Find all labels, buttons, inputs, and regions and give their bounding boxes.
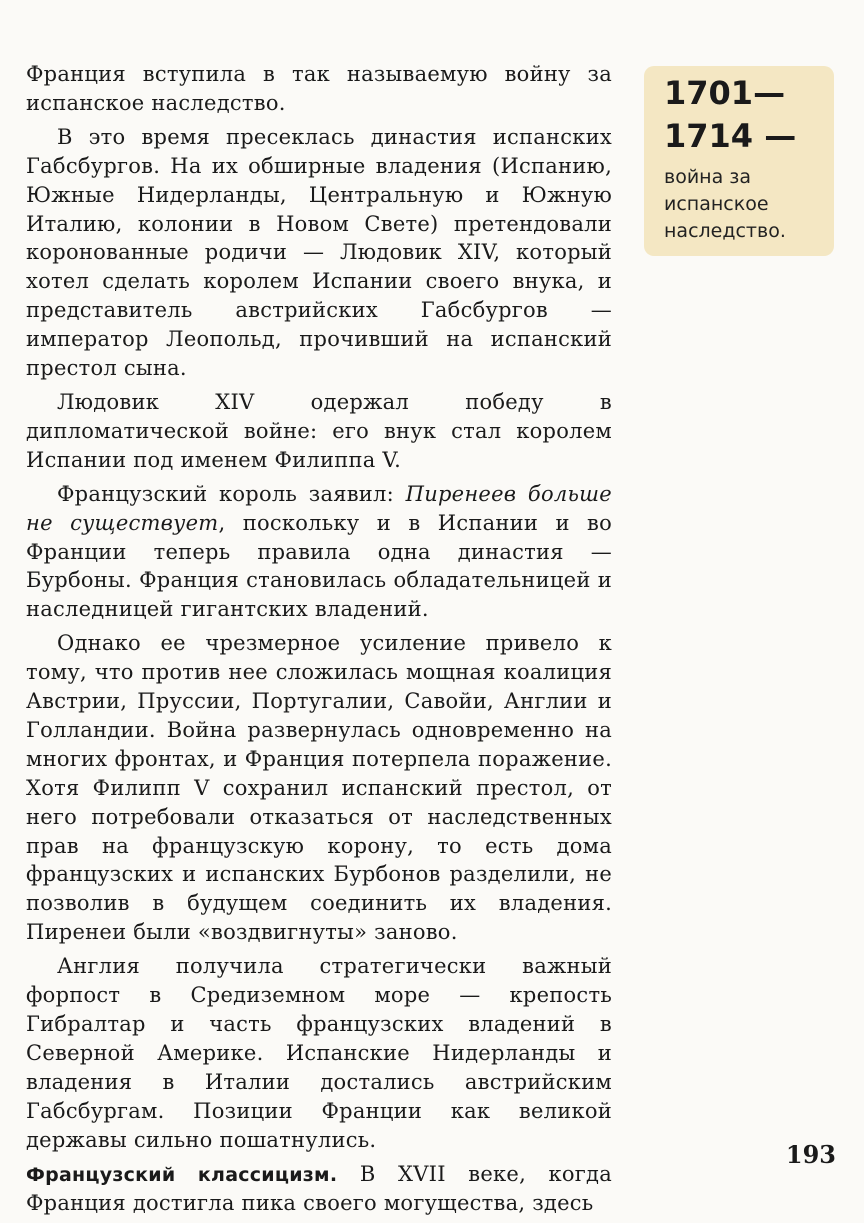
date-sidebar xyxy=(644,66,834,256)
paragraph-6: Англия получила стратегически важный форпост в Средиземном море — крепость Гибралтар и часть французских владений в Северной Америке. Испанские Нидерланды и владения в Италии достались австрийским Габсбургам. Позиции Франции как великой державы сильно пошатнулись. xyxy=(26,954,612,1152)
main-text-column xyxy=(26,60,612,1223)
paragraph-5: Однако ее чрезмерное усиление привело к тому, что против нее сложилась мощная коалиция Австрии, Пруссии, Португалии, Савойи, Англии и Голландии. Война развернулась одновременно на многих фронтах, и Франция потерпела поражение. Хотя Филипп V сохранил испанский престол, от него потребовали отказаться от наследственных прав на французскую корону, то есть дома французских и испанских Бурбонов разделили, не позволив в будущем соединить их владения. Пиренеи были «воздвигнуты» заново. xyxy=(26,631,612,945)
caption-line-3: наследство. xyxy=(664,220,786,242)
paragraph-4 xyxy=(26,480,612,625)
paragraph-4-rest: , поскольку и в Испании и во Франции теперь правила одна династия — Бурбоны. Франция становилась обладательницей и наследницей гигантских владений. xyxy=(26,510,613,622)
sidebar-caption xyxy=(664,164,822,245)
date-end: 1714 — xyxy=(664,117,797,155)
page-number: 193 xyxy=(785,1140,836,1169)
paragraph-2: В это время пресеклась династия испанских Габсбургов. На их обширные владения (Испанию, Южные Нидерланды, Центральную и Южную Италию, колонии в Новом Свете) претендовали коронованные родичи — Людовик XIV, который хотел сделать королем Испании своего внука, и представитель австрийских Габсбургов — император Леопольд, прочивший на испанский престол сына. xyxy=(26,124,612,381)
paragraph-1: Франция вступила в так называемую войну за испанское наследство. xyxy=(26,62,612,115)
quote-pyrenees: Пиренеев больше не существует xyxy=(26,481,612,535)
paragraph-4-lead: Французский король заявил: xyxy=(57,481,406,506)
caption-line-1: война за xyxy=(664,166,752,188)
caption-line-2: испанское xyxy=(664,193,769,215)
section-title: Французский классицизм. xyxy=(26,1163,338,1186)
paragraph-7-text: В XVII веке, когда Франция достигла пика своего могущества, здесь xyxy=(26,1161,612,1216)
paragraph-7 xyxy=(26,1160,612,1219)
date-start: 1701— xyxy=(664,74,786,112)
paragraph-3: Людовик XIV одержал победу в дипломатической войне: его внук стал королем Испании под именем Филиппа V. xyxy=(26,389,612,472)
